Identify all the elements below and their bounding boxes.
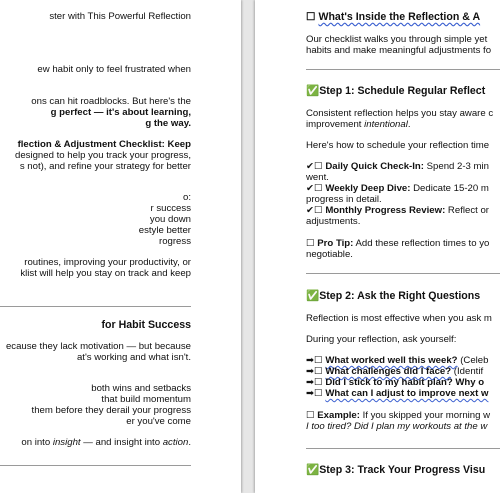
lightbulb-icon: ☐ bbox=[306, 238, 315, 249]
list-item bbox=[306, 366, 483, 377]
text-line: g the way. bbox=[145, 118, 191, 129]
text-span: improvement bbox=[306, 119, 365, 130]
text-line: went. bbox=[306, 172, 329, 183]
section-heading bbox=[306, 86, 485, 97]
text-line bbox=[21, 437, 191, 448]
section-divider bbox=[0, 306, 191, 307]
text-line: progress in detail. bbox=[306, 194, 382, 205]
text-line: r success bbox=[150, 203, 191, 214]
text-line: Our checklist walks you through simple yet bbox=[306, 34, 488, 45]
text-line: routines, improving your productivity, or bbox=[24, 257, 191, 268]
list-item-text: (Identif bbox=[451, 366, 484, 377]
text-line: s not), and refine your strategy for better bbox=[19, 161, 191, 172]
arrow-right-icon: ➡☐ bbox=[306, 355, 323, 366]
text-line: estyle better bbox=[138, 225, 191, 236]
text-line: I too tired? Did I plan my workouts at the w bbox=[306, 421, 488, 432]
section-divider bbox=[306, 448, 500, 449]
section-heading: for Habit Success bbox=[101, 319, 191, 331]
list-item-label: Daily Quick Check-In: bbox=[325, 161, 424, 172]
box-icon: ☐ bbox=[306, 11, 316, 23]
list-item-label: What worked well this week? bbox=[325, 355, 458, 366]
text-line: habits and make meaningful adjustments fo bbox=[306, 45, 492, 56]
text-line: g perfect — it's about learning, bbox=[50, 107, 191, 118]
text-line: o: bbox=[182, 192, 191, 203]
list-item-label: Monthly Progress Review: bbox=[325, 205, 446, 216]
text-line: ons can hit roadblocks. But here's the bbox=[31, 96, 191, 107]
text-line: you down bbox=[149, 214, 191, 225]
example-label: Example: bbox=[317, 410, 360, 421]
list-item-text: Reflect or bbox=[445, 205, 489, 216]
section-heading bbox=[306, 291, 480, 302]
text-line: both wins and setbacks bbox=[91, 383, 191, 394]
tip-text: Add these reflection times to yo bbox=[353, 238, 490, 249]
arrow-right-icon: ➡☐ bbox=[306, 366, 323, 377]
text-line: negotiable. bbox=[306, 249, 353, 260]
heading-text: Step 2: Ask the Right Questions bbox=[319, 290, 481, 302]
list-item bbox=[306, 205, 489, 216]
list-item-label: Did I stick to my habit plan? Why o bbox=[325, 377, 485, 388]
text-line: that build momentum bbox=[101, 394, 191, 405]
checkmark-icon: ✔☐ bbox=[306, 205, 323, 216]
document-page-left bbox=[0, 0, 241, 493]
text-line: rogress bbox=[159, 236, 191, 247]
list-item-text: Dedicate 15-20 m bbox=[410, 183, 489, 194]
pin-icon: ☐ bbox=[306, 410, 315, 421]
text-line: ew habit only to feel frustrated when bbox=[37, 64, 191, 75]
document-page-right bbox=[255, 0, 500, 493]
text-line bbox=[306, 119, 411, 130]
section-heading bbox=[306, 465, 485, 476]
list-item-label: What challenges did I face? bbox=[325, 366, 452, 377]
tip-label: Pro Tip: bbox=[317, 238, 354, 249]
arrow-right-icon: ➡☐ bbox=[306, 388, 323, 399]
list-item-label: What can I adjust to improve next w bbox=[325, 388, 489, 399]
check-icon: ✅ bbox=[306, 290, 320, 302]
list-item-text: (Celeb bbox=[457, 355, 489, 366]
heading-text: Step 3: Track Your Progress Visu bbox=[319, 464, 486, 476]
text-span: . bbox=[188, 437, 191, 448]
list-item bbox=[306, 388, 488, 399]
text-span: insight bbox=[52, 437, 81, 448]
heading-text: What's Inside the Reflection & A bbox=[318, 11, 481, 23]
text-line: designed to help you track your progress, bbox=[15, 150, 191, 161]
list-item bbox=[306, 183, 489, 194]
text-line: Here's how to schedule your reflection time bbox=[306, 140, 490, 151]
section-divider bbox=[0, 465, 191, 466]
example-text: If you skipped your morning w bbox=[359, 410, 491, 421]
arrow-right-icon: ➡☐ bbox=[306, 377, 323, 388]
text-span: intentional bbox=[364, 119, 408, 130]
text-line: Consistent reflection helps you stay aware c bbox=[306, 108, 494, 119]
text-line: Reflection is most effective when you ask m bbox=[306, 313, 492, 324]
heading-text: Step 1: Schedule Regular Reflect bbox=[319, 85, 486, 97]
section-divider bbox=[306, 273, 500, 274]
list-item-text: Spend 2-3 min bbox=[423, 161, 490, 172]
text-span: . bbox=[407, 119, 411, 130]
list-item-label: Weekly Deep Dive: bbox=[325, 183, 411, 194]
tip-line bbox=[306, 238, 489, 249]
section-divider bbox=[306, 69, 500, 70]
check-icon: ✅ bbox=[306, 85, 320, 97]
checkmark-icon: ✔☐ bbox=[306, 183, 323, 194]
text-span: — and insight into bbox=[80, 437, 163, 448]
check-icon: ✅ bbox=[306, 464, 320, 476]
text-line: klist will help you stay on track and keep bbox=[20, 268, 191, 279]
text-line: them before they derail your progress bbox=[31, 405, 191, 416]
text-line: adjustments. bbox=[306, 216, 361, 227]
list-item bbox=[306, 355, 488, 366]
text-line: flection & Adjustment Checklist: Keep bbox=[17, 139, 191, 150]
text-line: er you've come bbox=[126, 416, 191, 427]
text-line: ecause they lack motivation — but because bbox=[5, 341, 191, 352]
text-line: ster with This Powerful Reflection bbox=[49, 11, 191, 22]
list-item bbox=[306, 161, 489, 172]
example-line bbox=[306, 410, 490, 421]
checkmark-icon: ✔☐ bbox=[306, 161, 323, 172]
list-item bbox=[306, 377, 484, 388]
text-span: action bbox=[162, 437, 189, 448]
text-line: at's working and what isn't. bbox=[76, 352, 191, 363]
text-line: During your reflection, ask yourself: bbox=[306, 334, 457, 345]
section-heading bbox=[306, 12, 480, 23]
text-span: on into bbox=[21, 437, 53, 448]
